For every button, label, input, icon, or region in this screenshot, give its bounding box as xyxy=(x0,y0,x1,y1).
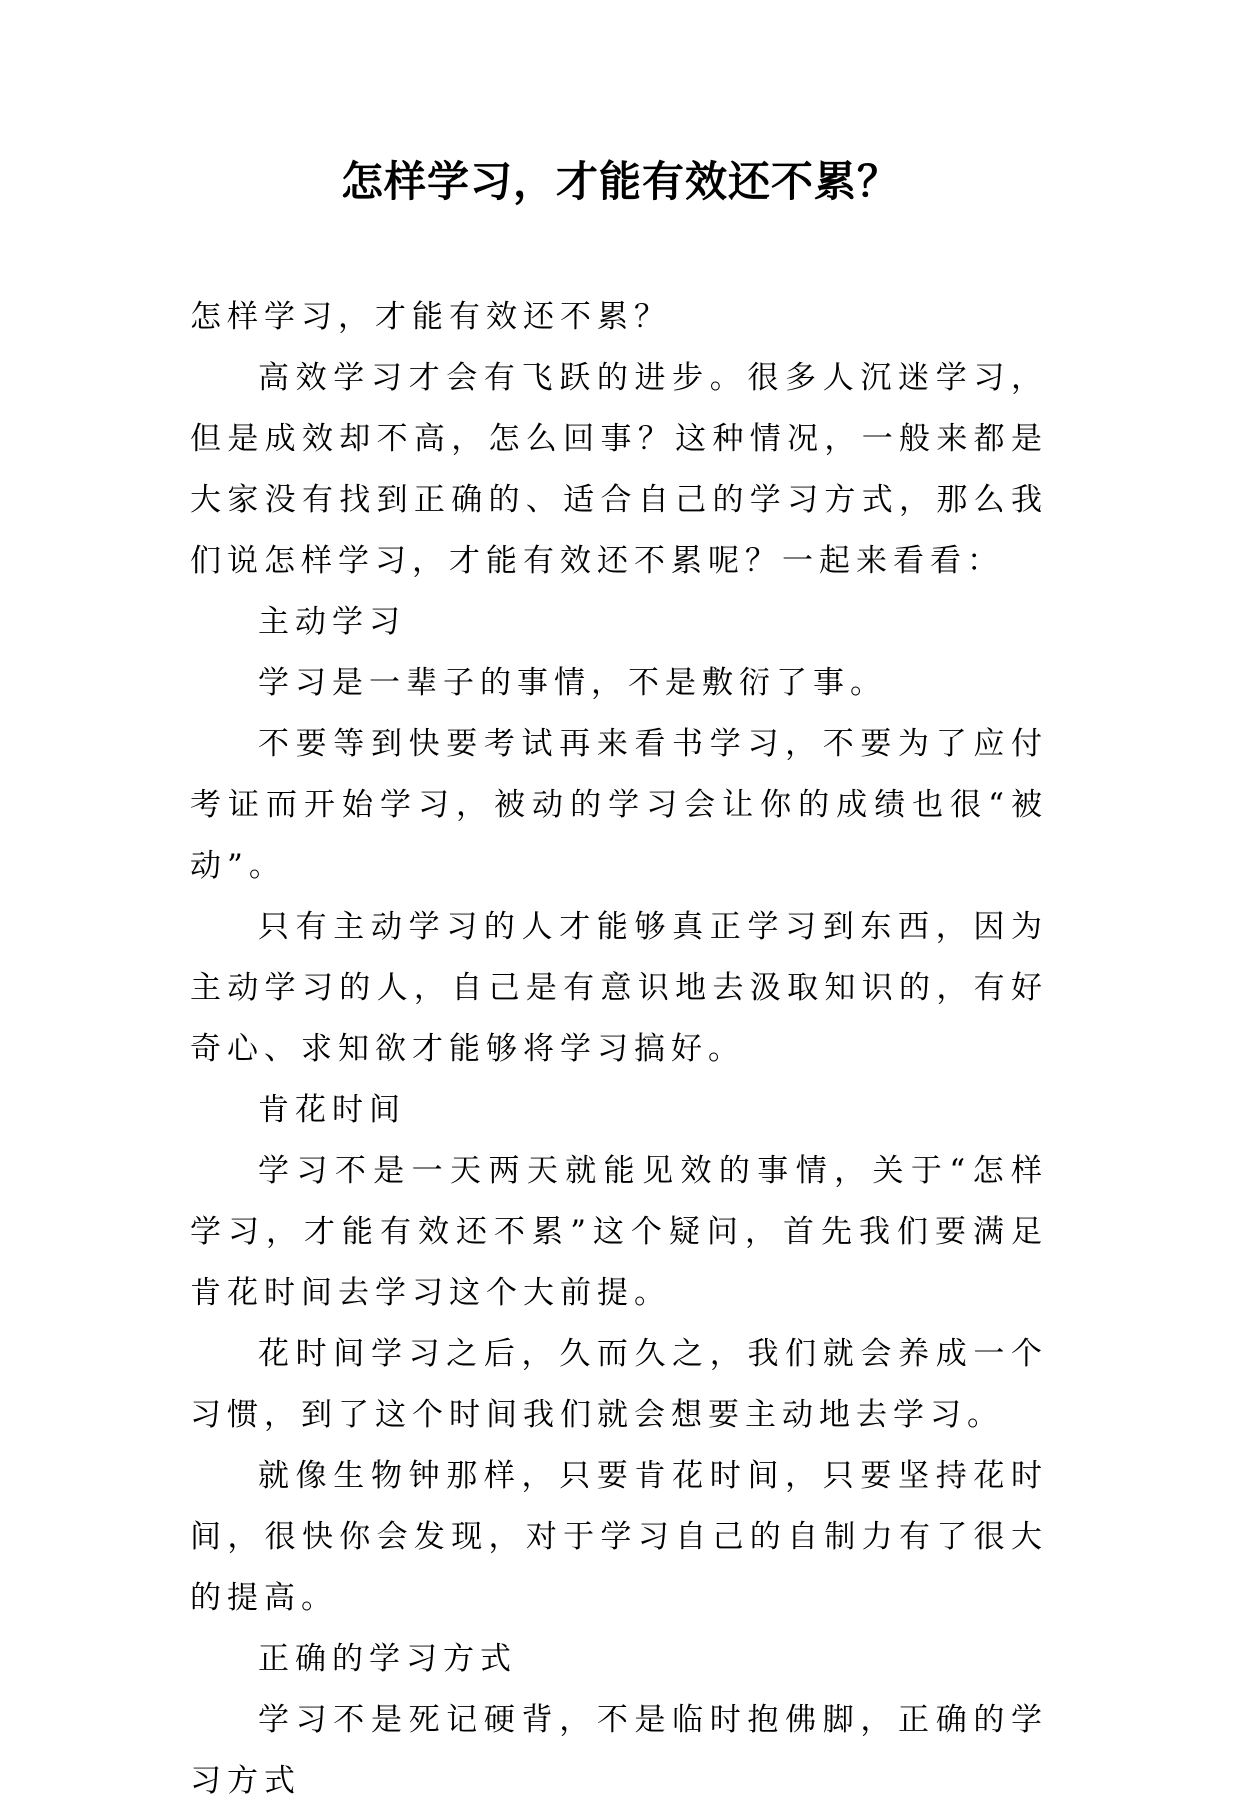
body-paragraph: 学习不是死记硬背，不是临时抱佛脚，正确的学习方式 xyxy=(190,1702,1048,1799)
section-heading: 正确的学习方式 xyxy=(258,1641,517,1677)
body-paragraph: 高效学习才会有飞跃的进步。很多人沉迷学习，但是成效却不高，怎么回事？这种情况，一般来都是大家没有找到正确的、适合自己的学习方式，那么我们说怎样学习，才能有效还不累呢？一起来看看： xyxy=(190,360,1048,579)
body-paragraph: 只有主动学习的人才能够真正学习到东西，因为主动学习的人，自己是有意识地去汲取知识的，有好奇心、求知欲才能够将学习搞好。 xyxy=(190,909,1048,1067)
body-paragraph: 不要等到快要考试再来看书学习，不要为了应付考证而开始学习，被动的学习会让你的成绩也很“被动”。 xyxy=(190,726,1048,884)
body-paragraph: 学习是一辈子的事情，不是敷衍了事。 xyxy=(258,665,887,701)
document-body xyxy=(190,287,1048,1812)
document-title: 怎样学习，才能有效还不累？ xyxy=(340,157,900,206)
body-paragraph: 怎样学习，才能有效还不累？ xyxy=(190,299,671,335)
section-heading: 主动学习 xyxy=(258,604,406,640)
section-heading: 肯花时间 xyxy=(258,1092,406,1128)
body-paragraph: 学习不是一天两天就能见效的事情，关于“怎样学习，才能有效还不累”这个疑问，首先我们要满足肯花时间去学习这个大前提。 xyxy=(190,1153,1048,1311)
body-paragraph: 花时间学习之后，久而久之，我们就会养成一个习惯，到了这个时间我们就会想要主动地去学习。 xyxy=(190,1336,1048,1433)
body-paragraph: 就像生物钟那样，只要肯花时间，只要坚持花时间，很快你会发现，对于学习自己的自制力有了很大的提高。 xyxy=(190,1458,1048,1616)
